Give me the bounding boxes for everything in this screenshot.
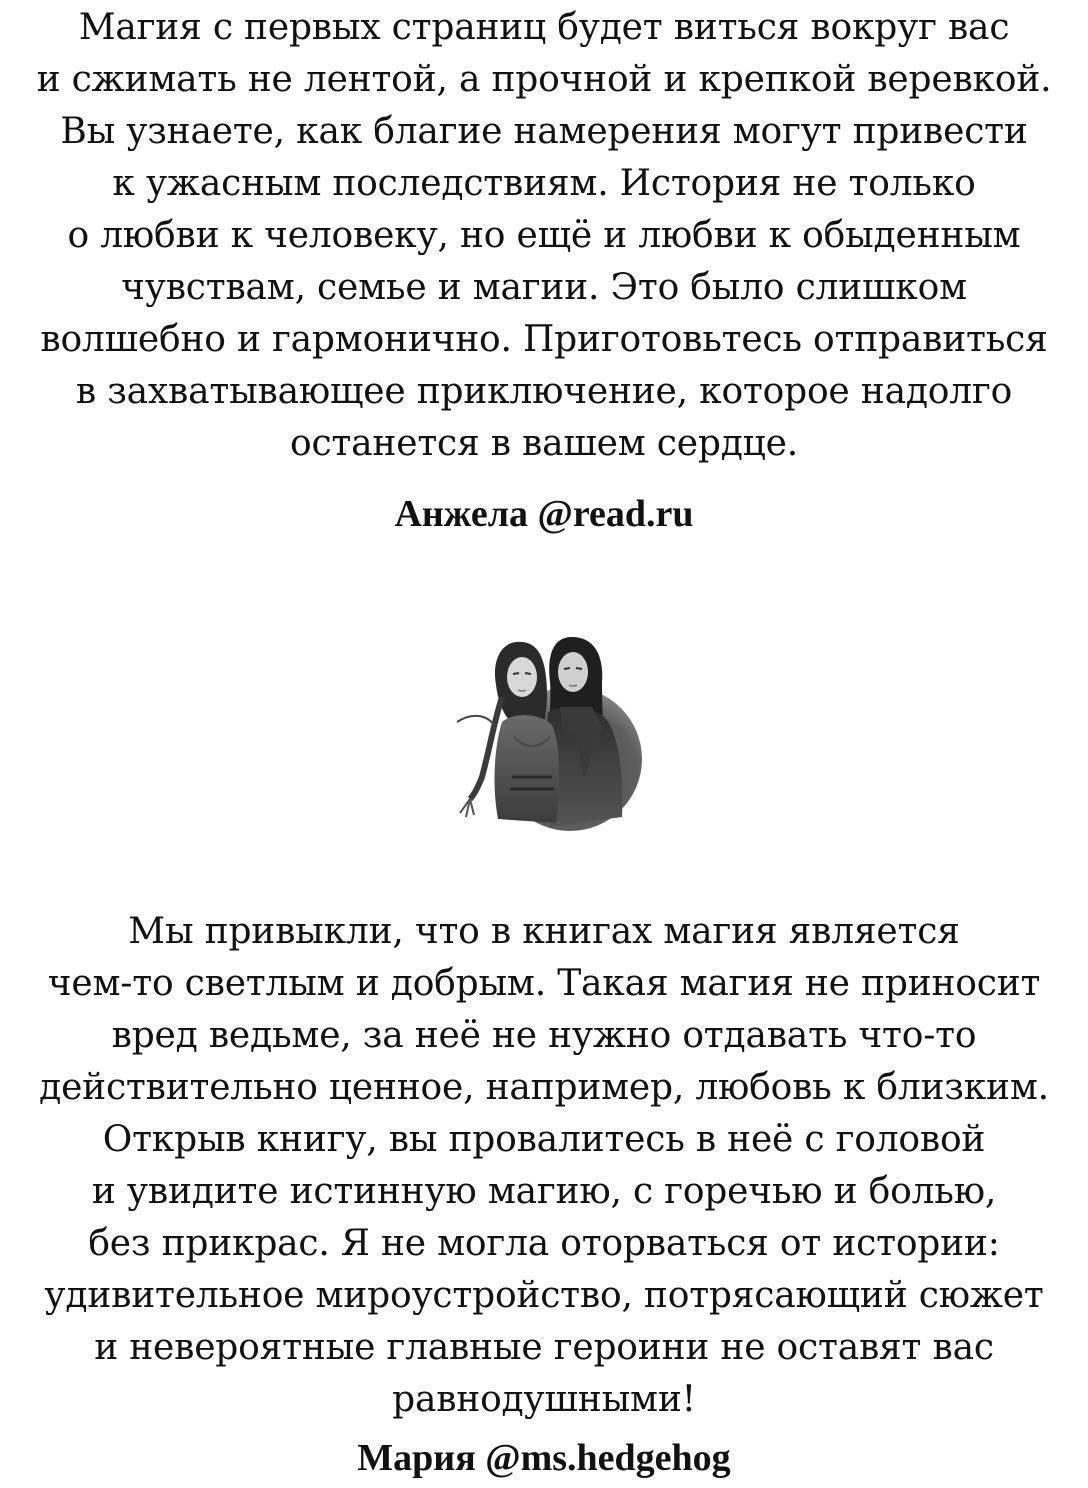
review-2-line: без прикрас. Я не могла оторваться от истории: bbox=[88, 1223, 1000, 1264]
review-1-line: останется в вашем сердце. bbox=[290, 423, 798, 464]
review-1-line: к ужасным последствиям. История не только bbox=[112, 163, 976, 204]
review-2-line: чем-то светлым и добрым. Такая магия не приносит bbox=[47, 963, 1041, 1004]
review-1-signature-block bbox=[0, 488, 1088, 540]
review-1-line: чувствам, семье и магии. Это было слишком bbox=[121, 267, 967, 308]
review-2-line: и невероятные главные героини не оставят вас bbox=[94, 1327, 994, 1368]
review-1-line: в захватывающее приключение, которое надолго bbox=[75, 371, 1013, 412]
review-1-line: Вы узнаете, как благие намерения могут привести bbox=[60, 111, 1028, 152]
review-1-signature: Анжела @read.ru bbox=[394, 493, 694, 535]
review-2-line: вред ведьме, за неё не нужно отдавать что-то bbox=[111, 1015, 977, 1056]
review-2-line: и увидите истинную магию, с горечью и болью, bbox=[91, 1171, 997, 1212]
review-2-line: Мы привыкли, что в книгах магия является bbox=[128, 911, 960, 952]
review-2-line: удивительное мироустройство, потрясающий сюжет bbox=[44, 1275, 1044, 1316]
review-text-2 bbox=[0, 906, 1088, 1426]
review-2-signature-block bbox=[0, 1432, 1088, 1484]
review-2-line: Открыв книгу, вы провалитесь в неё с головой bbox=[102, 1119, 986, 1160]
review-1-line: и сжимать не лентой, а прочной и крепкой веревкой. bbox=[36, 59, 1052, 100]
review-1-line: Магия с первых страниц будет виться вокруг вас bbox=[78, 7, 1010, 48]
review-text-1 bbox=[0, 2, 1088, 470]
review-2-line: действительно ценное, например, любовь к близким. bbox=[39, 1067, 1049, 1108]
two-women-portrait-icon bbox=[452, 627, 652, 832]
review-1-line: о любви к человеку, но ещё и любви к обыденным bbox=[67, 215, 1021, 256]
review-2-line: равнодушными! bbox=[392, 1379, 696, 1420]
review-1-line: волшебно и гармонично. Приготовьтесь отправиться bbox=[40, 319, 1048, 360]
review-2-signature: Мария @ms.hedgehog bbox=[357, 1437, 731, 1479]
